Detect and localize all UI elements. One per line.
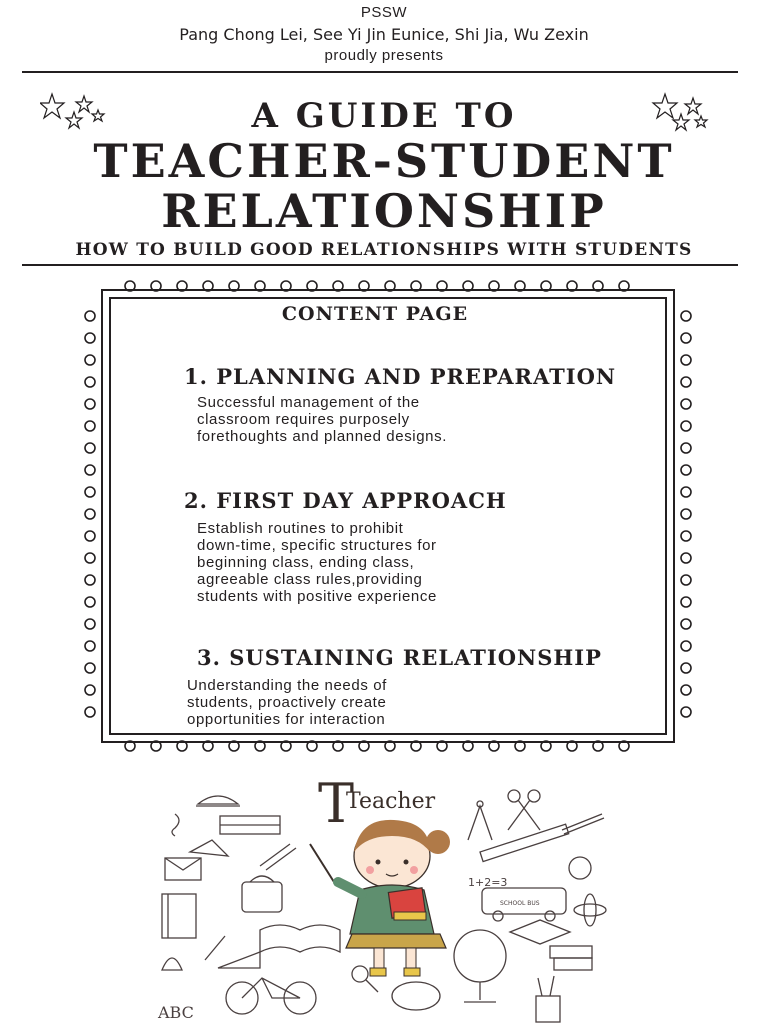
- bus-text: SCHOOL BUS: [500, 900, 540, 907]
- teacher-label-initial: T: [318, 772, 355, 835]
- frame-loop: [681, 399, 691, 409]
- section-2-body: [197, 520, 437, 605]
- section-2-line: beginning class, ending class,: [197, 554, 415, 571]
- title-line-1: A GUIDE TO: [251, 96, 517, 136]
- frame-loop: [681, 465, 691, 475]
- frame-loop: [85, 663, 95, 673]
- section-2-line: students with positive experience: [197, 588, 437, 605]
- frame-loop: [681, 443, 691, 453]
- frame-loop: [85, 707, 95, 717]
- frame-loop: [85, 685, 95, 695]
- frame-loop: [681, 311, 691, 321]
- frame-loop: [85, 575, 95, 585]
- presents-line: proudly presents: [324, 47, 444, 64]
- section-2-line: Establish routines to prohibit: [197, 520, 404, 537]
- teacher-figure: [310, 820, 450, 976]
- section-3-title: 3. SUSTAINING RELATIONSHIP: [197, 645, 602, 670]
- section-3-line: Understanding the needs of: [187, 677, 387, 694]
- frame-loop: [85, 443, 95, 453]
- frame-loop: [681, 509, 691, 519]
- title-line-3: RELATIONSHIP: [161, 184, 607, 238]
- frame-loop: [681, 487, 691, 497]
- frame-loop: [85, 465, 95, 475]
- frame-loop: [85, 531, 95, 541]
- frame-loop: [681, 355, 691, 365]
- frame-loop: [681, 377, 691, 387]
- frame-loop: [681, 597, 691, 607]
- title-divider: [22, 264, 738, 266]
- frame-loop: [681, 619, 691, 629]
- teacher-label: Teacher: [346, 789, 436, 814]
- frame-loop: [85, 487, 95, 497]
- frame-loop: [85, 619, 95, 629]
- organization-name: PSSW: [360, 4, 408, 21]
- section-3-body: [187, 677, 387, 728]
- section-1-line: forethoughts and planned designs.: [197, 428, 447, 445]
- subtitle: HOW TO BUILD GOOD RELATIONSHIPS WITH STUDENTS: [75, 240, 693, 260]
- top-divider: [22, 71, 738, 73]
- teacher-illustration: [150, 770, 620, 1024]
- section-1-title: 1. PLANNING AND PREPARATION: [184, 364, 617, 389]
- title-line-2: TEACHER-STUDENT: [93, 134, 675, 188]
- section-2-line: agreeable class rules,providing: [197, 571, 423, 588]
- abc-text: ABC: [158, 1003, 194, 1022]
- frame-loop: [681, 707, 691, 717]
- frame-loop: [681, 663, 691, 673]
- frame-loop: [85, 421, 95, 431]
- frame-loop: [85, 509, 95, 519]
- frame-loop: [681, 531, 691, 541]
- section-3-line: opportunities for interaction: [187, 711, 386, 728]
- frame-loop: [681, 641, 691, 651]
- section-1-body: [197, 394, 447, 445]
- decorative-frame: [80, 280, 696, 752]
- section-1-line: classroom requires purposely: [197, 411, 410, 428]
- frame-loop: [85, 641, 95, 651]
- frame-loop: [85, 597, 95, 607]
- section-1-line: Successful management of the: [197, 394, 420, 411]
- frame-loop: [681, 685, 691, 695]
- math-text: 1+2=3: [468, 876, 508, 889]
- section-2-line: down-time, specific structures for: [197, 537, 437, 554]
- section-3-line: students, proactively create: [187, 694, 387, 711]
- frame-loop: [681, 421, 691, 431]
- frame-loop: [681, 553, 691, 563]
- frame-loop: [85, 553, 95, 563]
- frame-loop: [85, 377, 95, 387]
- frame-loop: [85, 355, 95, 365]
- frame-loop: [681, 575, 691, 585]
- frame-loop: [681, 333, 691, 343]
- author-list: Pang Chong Lei, See Yi Jin Eunice, Shi Jia, Wu Zexin: [179, 25, 589, 44]
- frame-loop: [85, 333, 95, 343]
- frame-loop: [85, 311, 95, 321]
- section-2-title: 2. FIRST DAY APPROACH: [184, 488, 507, 513]
- frame-loop: [85, 399, 95, 409]
- content-page-heading: CONTENT PAGE: [281, 303, 469, 325]
